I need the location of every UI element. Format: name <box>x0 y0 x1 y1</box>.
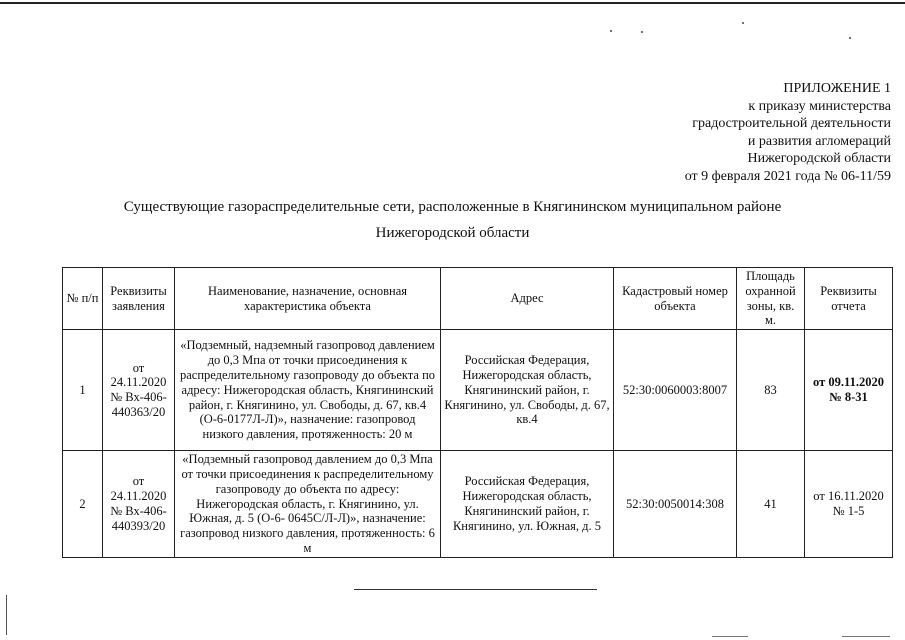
document-title-continued: Нижегородской области <box>375 225 530 241</box>
scan-speck <box>849 37 851 39</box>
header-num: № п/п <box>63 268 103 330</box>
header-area: Площадь охранной зоны, кв. м. <box>737 268 805 330</box>
appendix-line: к приказу министерства <box>748 98 891 114</box>
row-num: 1 <box>63 330 103 451</box>
row-report: от 09.11.2020 № 8-31 <box>805 330 893 451</box>
appendix-block <box>685 80 891 185</box>
header-request: Реквизиты заявления <box>103 268 175 330</box>
table-row <box>63 330 893 451</box>
scan-edge-mark <box>6 595 7 635</box>
row-address: Российская Федерация, Нижегородская область, Княгининский район, г. Княгинино, ул. Южная, д. 5 <box>441 451 614 558</box>
row-num: 2 <box>63 451 103 558</box>
row-cadastral: 52:30:0060003:8007 <box>614 330 737 451</box>
appendix-line: от 9 февраля 2021 года № 06-11/59 <box>684 168 891 184</box>
document-title: Существующие газораспределительные сети, расположенные в Княгининском муниципальном районе <box>123 199 782 215</box>
row-request: от 24.11.2020 № Вх-406-440393/20 <box>103 451 175 558</box>
scan-edge-mark <box>712 636 748 637</box>
header-address: Адрес <box>441 268 614 330</box>
scan-speck <box>641 31 643 33</box>
header-name: Наименование, назначение, основная характеристика объекта <box>175 268 441 330</box>
scan-top-border <box>0 2 905 4</box>
appendix-line: Нижегородской области <box>747 151 891 166</box>
row-request: от 24.11.2020 № Вх-406-440363/20 <box>103 330 175 451</box>
appendix-line: и развития агломераций <box>747 133 891 149</box>
gas-networks-table <box>62 267 893 558</box>
row-report: от 16.11.2020 № 1-5 <box>805 451 893 558</box>
appendix-line: ПРИЛОЖЕНИЕ 1 <box>783 81 891 96</box>
closing-divider <box>354 589 597 590</box>
scan-speck <box>742 22 744 24</box>
row-name: «Подземный, надземный газопровод давлением до 0,3 Мпа от точки присоединения к распределительному газопроводу до объекта по адресу: Нижегородская область, Княгининский район, г. Княгинино, ул. Свободы, д. 67, кв.4 (О-6-0177Л-Л)», назначение: газопровод низкого давления, протяженность: 20 м <box>175 330 441 451</box>
row-area: 83 <box>737 330 805 451</box>
row-area: 41 <box>737 451 805 558</box>
table-row <box>63 451 893 558</box>
row-address: Российская Федерация, Нижегородская область, Княгининский район, г. Княгинино, ул. Свободы, д. 67, кв.4 <box>441 330 614 451</box>
header-cadastral: Кадастровый номер объекта <box>614 268 737 330</box>
table-header-row <box>63 268 893 330</box>
row-cadastral: 52:30:0050014:308 <box>614 451 737 558</box>
header-report: Реквизиты отчета <box>805 268 893 330</box>
row-name: «Подземный газопровод давлением до 0,3 Мпа от точки присоединения к распределительному газопроводу до объекта по адресу: Нижегородская область, г. Княгинино, ул. Южная, д. 5 (О-6- 0645С/Л-Л)», назначение: газопровод низкого давления, протяженность: 6 м <box>175 451 441 558</box>
scan-speck <box>610 30 612 32</box>
appendix-line: градостроительной деятельности <box>692 116 891 131</box>
scan-edge-mark <box>842 636 890 637</box>
